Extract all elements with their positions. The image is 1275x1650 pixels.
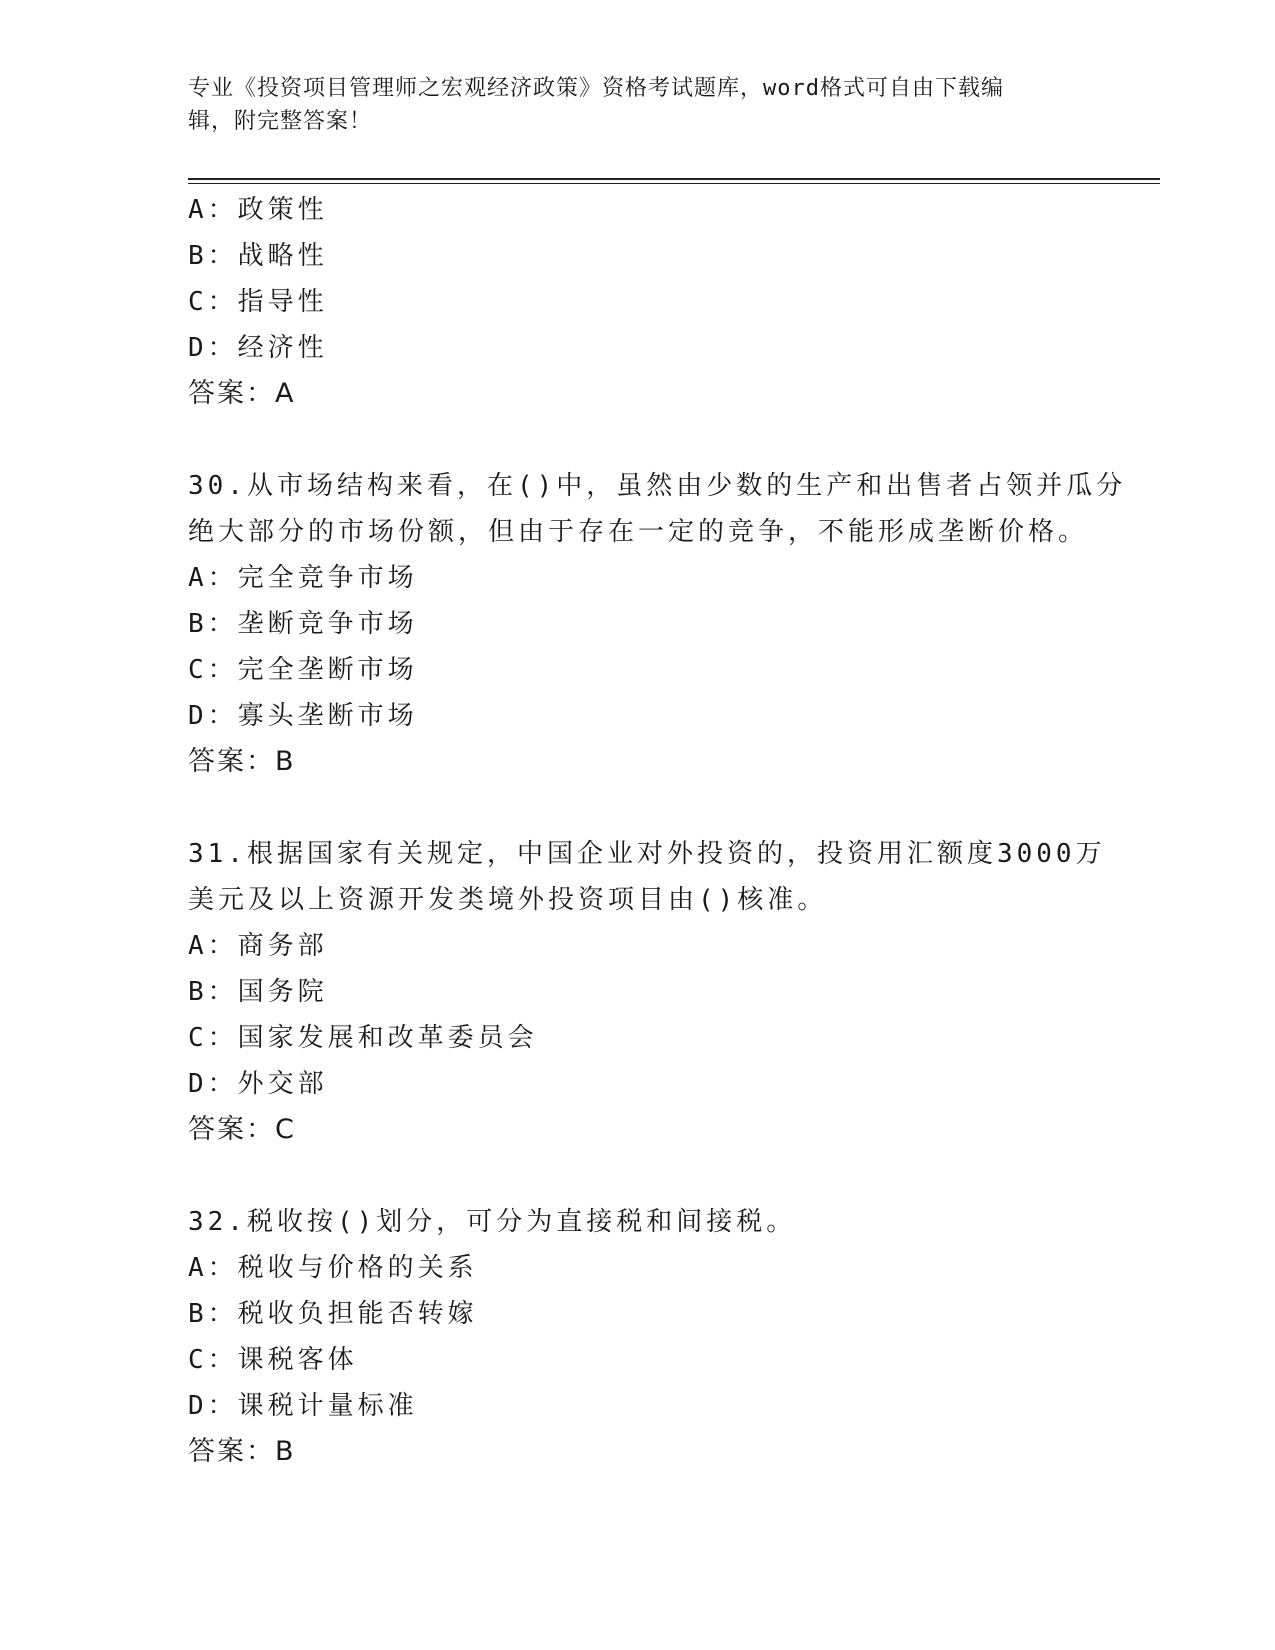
header-divider-thick xyxy=(188,178,1160,180)
option-b: B：国务院 xyxy=(188,977,328,1007)
option-d: D：经济性 xyxy=(188,333,328,363)
page-header xyxy=(188,72,1088,138)
answer-line: 答案：B xyxy=(188,746,296,777)
option-a: A：商务部 xyxy=(188,931,328,961)
question-stem-line-1: 30.从市场结构来看，在()中，虽然由少数的生产和出售者占领并瓜分 xyxy=(188,471,1127,501)
answer-line: 答案：B xyxy=(188,1436,296,1467)
header-divider-thin xyxy=(188,183,1160,184)
header-line-2: 辑，附完整答案！ xyxy=(188,109,373,134)
header-line-1: 专业《投资项目管理师之宏观经济政策》资格考试题库，word格式可自由下载编 xyxy=(188,76,1004,101)
option-c: C：国家发展和改革委员会 xyxy=(188,1023,538,1053)
answer-line: 答案：C xyxy=(188,1114,296,1145)
option-a: A：税收与价格的关系 xyxy=(188,1253,478,1283)
question-29 xyxy=(188,187,1088,417)
spacer xyxy=(188,1153,1088,1199)
option-c: C：完全垄断市场 xyxy=(188,655,418,685)
option-c: C：课税客体 xyxy=(188,1345,358,1375)
option-d: D：寡头垄断市场 xyxy=(188,701,418,731)
option-d: D：课税计量标准 xyxy=(188,1391,418,1421)
option-b: B：税收负担能否转嫁 xyxy=(188,1299,478,1329)
option-a: A：政策性 xyxy=(188,195,328,225)
option-b: B：战略性 xyxy=(188,241,328,271)
option-c: C：指导性 xyxy=(188,287,328,317)
option-b: B：垄断竞争市场 xyxy=(188,609,418,639)
question-stem-line-2: 绝大部分的市场份额，但由于存在一定的竞争，不能形成垄断价格。 xyxy=(188,517,1089,547)
question-30 xyxy=(188,463,1127,785)
question-32 xyxy=(188,1199,1088,1475)
answer-line: 答案：A xyxy=(188,378,296,409)
option-a: A：完全竞争市场 xyxy=(188,563,418,593)
question-stem-line-1: 32.税收按()划分，可分为直接税和间接税。 xyxy=(188,1207,797,1237)
question-31 xyxy=(188,831,1106,1153)
option-d: D：外交部 xyxy=(188,1069,328,1099)
question-stem-line-1: 31.根据国家有关规定，中国企业对外投资的，投资用汇额度3000万 xyxy=(188,839,1106,869)
question-list xyxy=(188,187,1127,1475)
question-stem-line-2: 美元及以上资源开发类境外投资项目由()核准。 xyxy=(188,885,828,915)
spacer xyxy=(188,417,1088,463)
spacer xyxy=(188,785,1088,831)
